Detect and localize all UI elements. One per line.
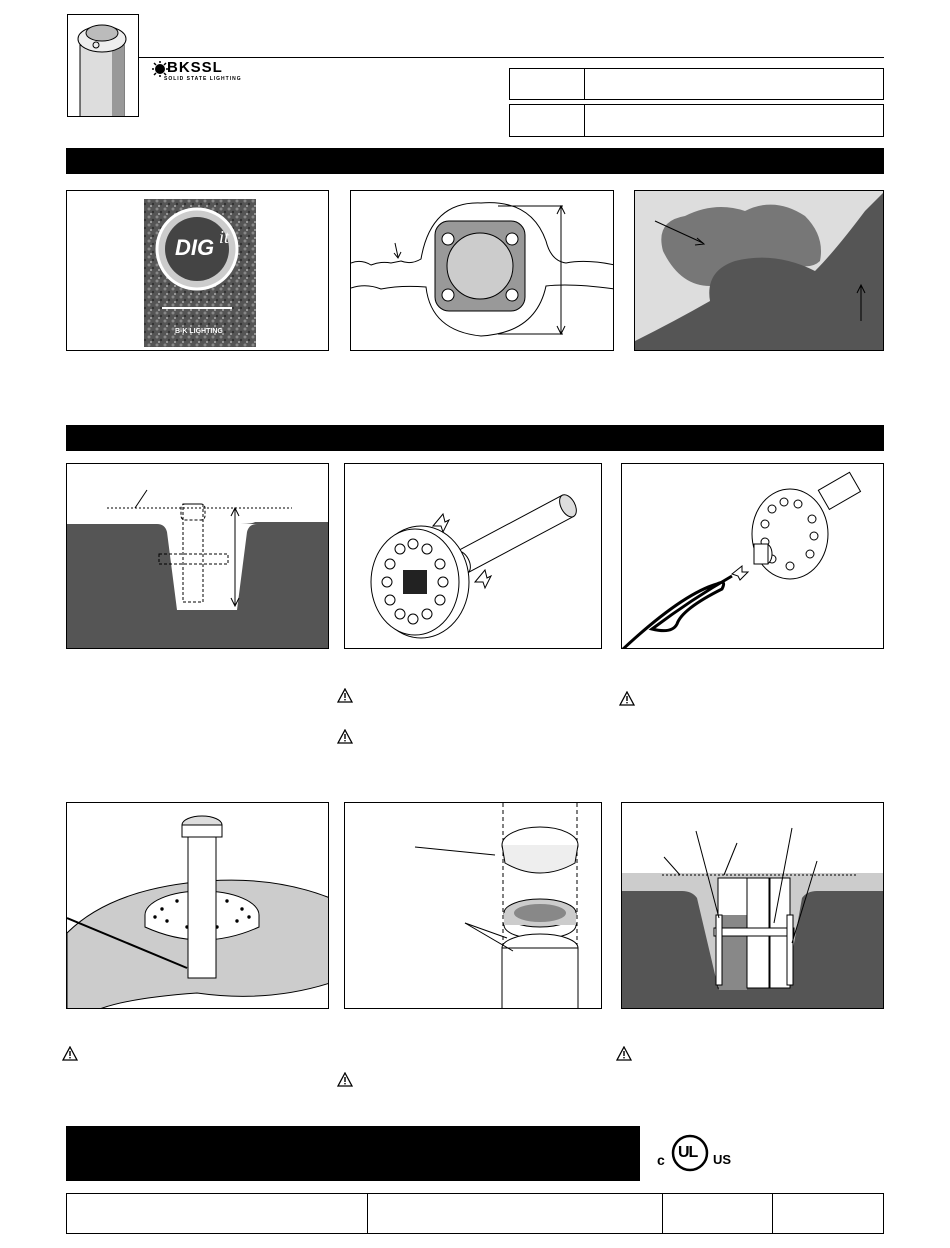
- arrow-icon: [475, 570, 491, 588]
- warning-icon: [337, 688, 353, 703]
- step-5-diagram: [345, 803, 602, 1009]
- section-2-bar: [66, 425, 884, 451]
- step-3-panel: [621, 463, 884, 649]
- core-hole-panel: [350, 190, 614, 351]
- cert-mark: UL: [678, 1144, 698, 1161]
- step-2-diagram: [345, 464, 602, 649]
- header-rule: [139, 57, 884, 58]
- cert-right: US: [713, 1152, 732, 1167]
- logo-tagline: SOLID STATE LIGHTING: [164, 76, 242, 82]
- booklet-title-suffix: it: [219, 227, 230, 247]
- warning-icon: [337, 1072, 353, 1087]
- bollard-icon: [68, 15, 139, 117]
- step-4-panel: [66, 802, 329, 1009]
- header-field-2: [509, 104, 884, 137]
- step-1-diagram: [67, 464, 329, 649]
- soil-section-panel: [634, 190, 884, 351]
- warning-icon: [62, 1046, 78, 1061]
- core-hole-diagram: [351, 191, 614, 351]
- warning-icon: [619, 691, 635, 706]
- footer-table: [66, 1193, 884, 1234]
- booklet-illustration: [67, 191, 329, 351]
- footer-banner: [66, 1126, 640, 1181]
- warning-icon: [337, 729, 353, 744]
- product-thumbnail: [67, 14, 139, 117]
- booklet-brand: B-K LIGHTING: [175, 328, 223, 335]
- step-3-diagram: [622, 464, 884, 649]
- section-1-bar: [66, 148, 884, 174]
- soil-section-diagram: [635, 191, 884, 351]
- step-1-panel: [66, 463, 329, 649]
- step-5-panel: [344, 802, 602, 1009]
- step-2-panel: [344, 463, 602, 649]
- step-4-diagram: [67, 803, 329, 1009]
- warning-icon: [616, 1046, 632, 1061]
- step-6-diagram: [622, 803, 884, 1009]
- company-logo: [150, 60, 245, 86]
- cert-left: c: [657, 1152, 665, 1168]
- booklet-title: DIG: [175, 235, 215, 260]
- header-field-1: [509, 68, 884, 100]
- step-6-panel: [621, 802, 884, 1009]
- arrow-icon: [732, 566, 748, 580]
- ul-certification-mark: [657, 1134, 743, 1176]
- logo-mark: BKSSL: [167, 59, 223, 76]
- booklet-panel: [66, 190, 329, 351]
